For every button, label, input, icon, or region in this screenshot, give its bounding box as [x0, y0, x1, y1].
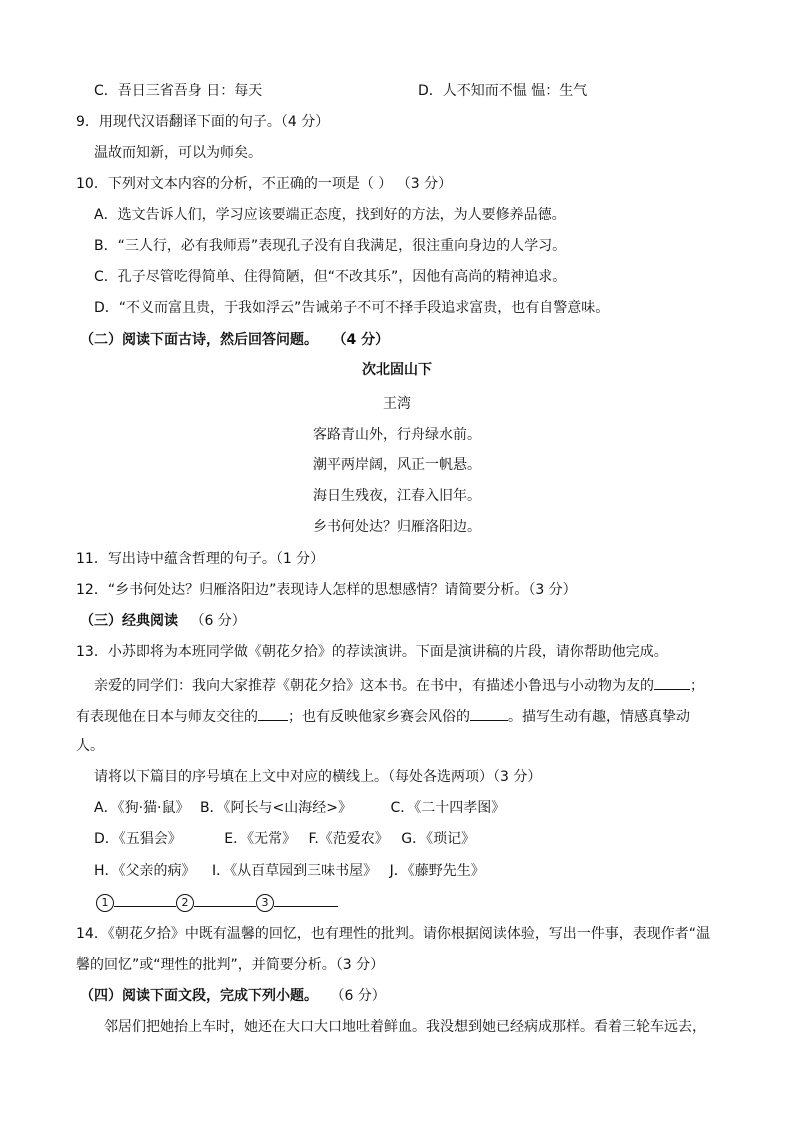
q14-line-2: 馨的回忆”或“理性的批判”，并简要分析。（3 分） — [76, 957, 385, 973]
answer-blank-1[interactable] — [654, 675, 690, 690]
section2-title: （二）阅读下面古诗，然后回答问题。 — [80, 332, 318, 348]
q13-paragraph-line-2 — [76, 706, 690, 726]
q13-answer-row — [96, 892, 338, 912]
q13-options-row-2 — [94, 830, 475, 848]
option-a: A．《狗·猫·鼠》 — [94, 800, 190, 816]
section4-heading — [80, 987, 386, 1005]
poem-line-1: 客路青山外，行舟绿水前。 — [313, 427, 481, 443]
poem-line-4: 乡书何处达？归雁洛阳边。 — [313, 519, 481, 535]
answer-mark-2: 2 — [176, 894, 194, 912]
option-c: C．吾日三省吾身 日：每天 — [94, 83, 263, 99]
answer-mark-3: 3 — [256, 894, 274, 912]
poem-author: 王湾 — [383, 396, 411, 412]
q10-option-c: C．孔子尽管吃得简单、住得简陋，但“不改其乐”，因他有高尚的精神追求。 — [94, 269, 567, 285]
section3-score: （6 分） — [190, 613, 246, 629]
answer-line-2[interactable] — [194, 892, 256, 907]
q14-line-1: 14．《朝花夕拾》中既有温馨的回忆，也有理性的批判。请你根据阅读体验，写出一件事，表现作者“温 — [76, 926, 711, 942]
option-j: J．《藤野先生》 — [389, 863, 485, 879]
q9-sentence: 温故而知新，可以为师矣。 — [94, 145, 262, 161]
q9-stem: 9．用现代汉语翻译下面的句子。（4 分） — [76, 114, 330, 130]
option-e: E．《无常》 — [224, 831, 297, 847]
option-h: H．《父亲的病》 — [94, 863, 196, 879]
q10-stem: 10．下列对文本内容的分析，不正确的一项是（ ） （3 分） — [76, 176, 453, 192]
option-f: F.《范爱农》 — [308, 831, 389, 847]
section4-score: （6 分） — [330, 988, 386, 1004]
poem-line-3: 海日生残夜，江春入旧年。 — [313, 488, 481, 504]
answer-line-3[interactable] — [274, 892, 338, 907]
option-d: D．人不知而不愠 愠：生气 — [418, 83, 588, 99]
option-d-title: D．《五猖会》 — [94, 831, 182, 847]
q13-para-text-2c: 。描写生动有趣，情感真挚动 — [508, 709, 690, 725]
q13-para-end-1: ； — [690, 678, 704, 694]
q13-instruction: 请将以下篇目的序号填在上文中对应的横线上。（每处各选两项）（3 分） — [94, 769, 542, 785]
poem-line-2: 潮平两岸阔，风正一帆悬。 — [313, 457, 481, 473]
section2-heading — [80, 331, 389, 349]
answer-blank-2[interactable] — [258, 706, 288, 721]
option-i: I．《从百草园到三味书屋》 — [211, 863, 378, 879]
q12-stem: 12．“乡书何处达？归雁洛阳边”表现诗人怎样的思想感情？请简要分析。（3 分） — [76, 582, 577, 598]
q13-para-text-2a: 有表现他在日本与师友交往的 — [76, 709, 258, 725]
answer-mark-1: 1 — [96, 894, 114, 912]
q13-options-row-1 — [94, 799, 505, 817]
section3-heading — [80, 612, 246, 630]
q13-options-row-3 — [94, 862, 485, 880]
answer-blank-3[interactable] — [470, 706, 508, 721]
passage-line-1: 邻居们把她抬上车时，她还在大口大口地吐着鲜血。我没想到她已经病成那样。看着三轮车远去， — [104, 1019, 706, 1035]
option-c-title: C．《二十四孝图》 — [390, 800, 506, 816]
q10-option-d: D．“不义而富且贵，于我如浮云”告诫弟子不可不择手段追求富贵，也有自警意味。 — [94, 300, 610, 316]
answer-line-1[interactable] — [114, 892, 176, 907]
poem-title: 次北固山下 — [362, 362, 432, 378]
q13-paragraph-line-3: 人。 — [76, 738, 104, 754]
q10-option-b: B．“三人行，必有我师焉”表现孔子没有自我满足，很注重向身边的人学习。 — [94, 238, 567, 254]
section3-title: （三）经典阅读 — [80, 613, 178, 629]
section2-score: （4 分） — [332, 332, 390, 348]
section4-title: （四）阅读下面文段，完成下列小题。 — [80, 988, 318, 1004]
q13-stem: 13．小苏即将为本班同学做《朝花夕拾》的荐读演讲。下面是演讲稿的片段，请你帮助他完成。 — [76, 644, 668, 660]
q13-para-text-1: 亲爱的同学们：我向大家推荐《朝花夕拾》这本书。在书中，有描述小鲁迅与小动物为友的 — [94, 678, 654, 694]
option-b: B．《阿长与<山海经>》 — [199, 800, 353, 816]
q13-paragraph-line-1 — [94, 675, 704, 695]
q10-option-a: A．选文告诉人们，学习应该要端正态度，找到好的方法，为人要修养品德。 — [94, 207, 566, 223]
q13-para-text-2b: ；也有反映他家乡赛会风俗的 — [288, 709, 470, 725]
q11-stem: 11．写出诗中蕴含哲理的句子。（1 分） — [76, 551, 325, 567]
option-g: G．《琐记》 — [401, 831, 476, 847]
